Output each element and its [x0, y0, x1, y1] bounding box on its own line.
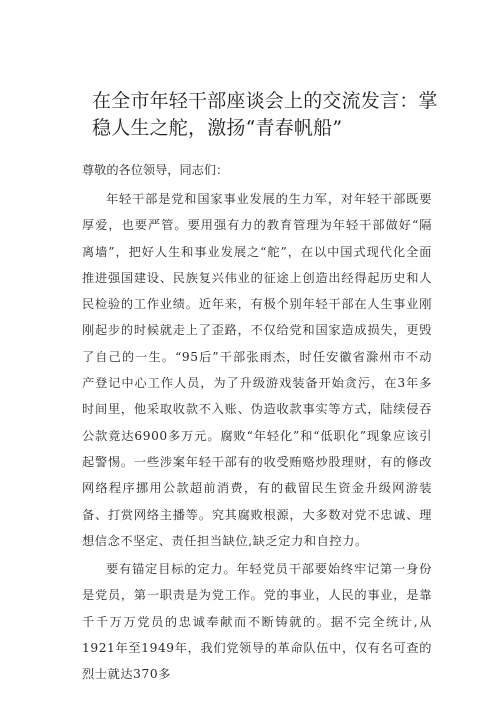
paragraph-1: 年轻干部是党和国家事业发展的生力军，对年轻干部既要厚爱，也要严管。要用强有力的教育管理为年轻干部做好“隔离墙”，把好人生和事业发展之“舵”，在以中国式现代化全面推进强国建设、民族复兴伟业的征途上创造出经得起历史和人民检验的工作业绩。近年来，有极个别年轻干部在人生事业刚刚起步的时候就走上了歪路，不仅给党和国家造成损失，更毁了自己的一生。“95后”干部张雨杰，时任安徽省滁州市不动产登记中心工作人员，为了升级游戏装备开始贪污，在3年多时间里，他采取收款不入账、伪造收款事实等方式，陆续侵吞公款竟达6900多万元。腐败“年轻化”和“低职化”现象应该引起警惕。一些涉案年轻干部有的收受贿赂炒股理财，有的修改网络程序挪用公款超前消费，有的截留民生资金升级网游装备、打赏网络主播等。究其腐败根源，大多数对党不忠诚、理想信念不坚定、责任担当缺位,缺乏定力和自控力。 — [82, 192, 432, 548]
greeting: 尊敬的各位领导，同志们： — [82, 163, 229, 177]
title-line-2: 稳人生之舵，激扬“青春帆船” — [92, 117, 343, 139]
document-title — [92, 88, 452, 142]
document-body — [82, 158, 432, 688]
paragraph-2: 要有锚定目标的定力。年轻党员干部要始终牢记第一身份是党员，第一职责是为党工作。党的事业，人民的事业，是靠千千万万党员的忠诚奉献而不断铸就的。据不完全统计,从1921年至1949年，我们党领导的革命队伍中，仅有名可查的烈士就达370多 — [82, 562, 432, 682]
title-line-1: 在全市年轻干部座谈会上的交流发言：掌 — [92, 90, 438, 112]
